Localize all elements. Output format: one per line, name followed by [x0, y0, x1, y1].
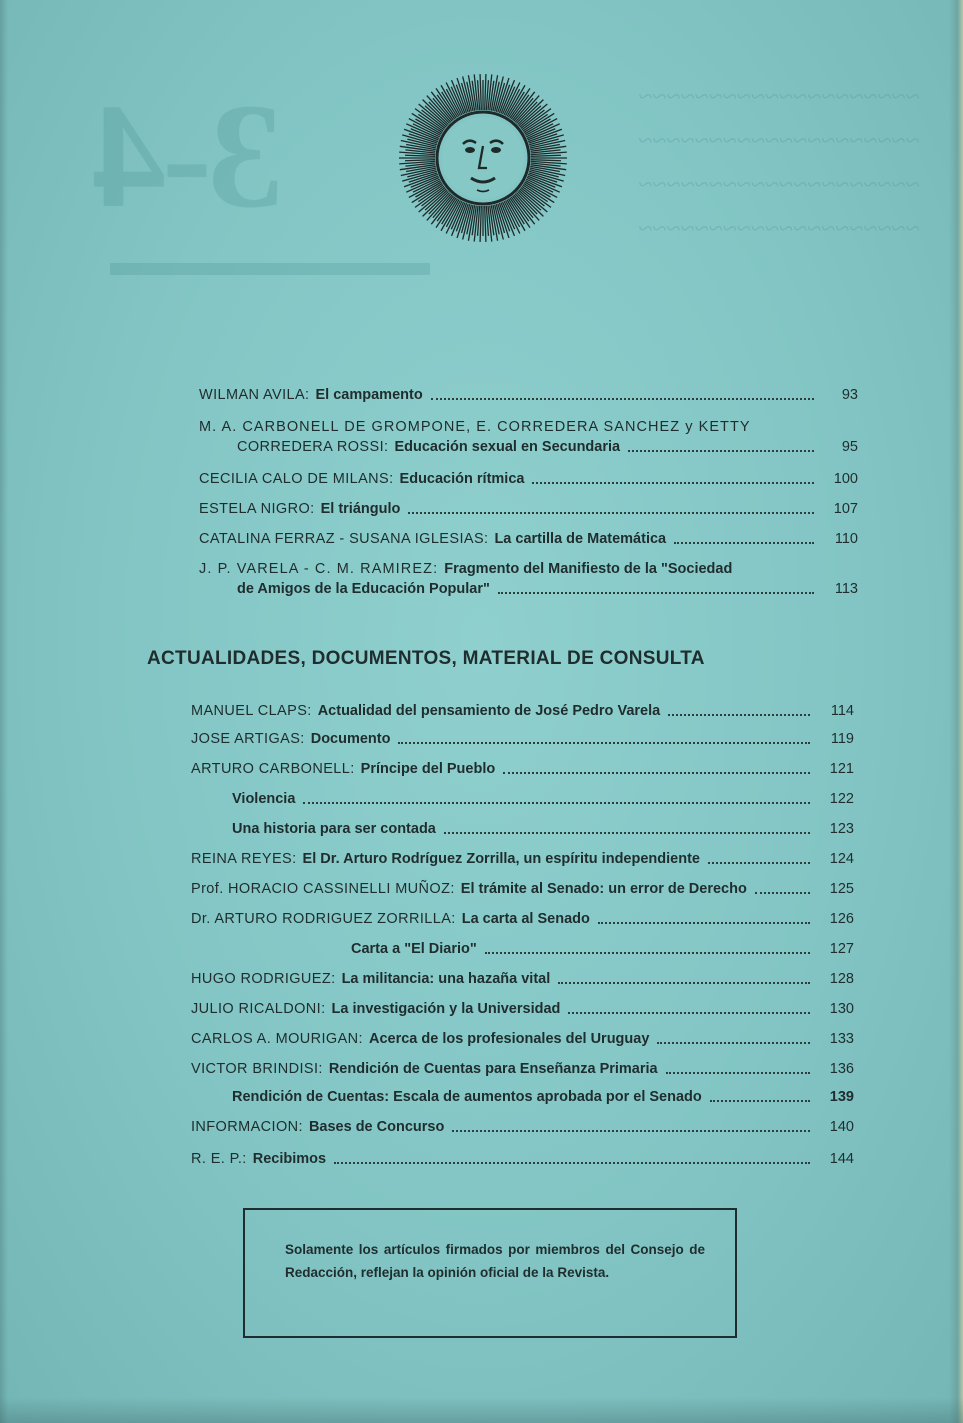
toc-leader-dots: [431, 398, 814, 400]
toc-entry: [232, 1088, 854, 1106]
toc-title: La cartilla de Matemática: [494, 531, 667, 547]
toc-author: CECILIA CALO DE MILANS:: [199, 471, 394, 487]
toc-author: JOSE ARTIGAS:: [191, 731, 305, 747]
toc-title: El trámite al Senado: un error de Derecho: [460, 881, 747, 897]
toc-page-number: 95: [841, 439, 858, 455]
toc-page-number: 127: [829, 941, 854, 957]
toc-leader-dots: [532, 482, 814, 484]
toc-entry: [191, 1150, 854, 1168]
toc-entry: [191, 880, 854, 898]
toc-author: Dr. ARTURO RODRIGUEZ ZORRILLA:: [191, 911, 456, 927]
toc-leader-dots: [755, 892, 810, 894]
toc-leader-dots: [657, 1042, 810, 1044]
toc-leader-dots: [408, 512, 814, 514]
toc-title: Fragmento del Manifiesto de la "Sociedad: [444, 561, 733, 577]
toc-leader-dots: [444, 832, 810, 834]
toc-entry: [191, 1000, 854, 1018]
toc-page-number: 128: [829, 971, 854, 987]
sun-ray: [405, 155, 435, 156]
toc-page-number: 139: [829, 1089, 854, 1105]
toc-title: El triángulo: [320, 501, 401, 517]
toc-entry: [237, 438, 858, 456]
toc-page-number: 144: [829, 1151, 854, 1167]
toc-author: Prof. HORACIO CASSINELLI MUÑOZ:: [191, 881, 455, 897]
toc-entry: [191, 910, 854, 928]
toc-title: El campamento: [315, 387, 423, 403]
toc-title: Recibimos: [252, 1151, 327, 1167]
toc-leader-dots: [674, 542, 814, 544]
toc-page-number: 110: [834, 531, 858, 547]
sun-face-logo: [397, 72, 569, 244]
toc-author: ESTELA NIGRO:: [199, 501, 315, 517]
toc-entry: [199, 470, 858, 488]
toc-title: Rendición de Cuentas para Enseñanza Primaria: [328, 1061, 658, 1077]
toc-leader-dots: [452, 1130, 810, 1132]
toc-page-number: 136: [829, 1061, 854, 1077]
toc-leader-dots: [485, 952, 810, 954]
toc-title: Actualidad del pensamiento de José Pedro Varela: [317, 703, 661, 719]
page-edge-bottom: [0, 1397, 963, 1423]
toc-title: Educación sexual en Secundaria: [394, 439, 621, 455]
toc-page-number: 107: [833, 501, 858, 517]
page-edge-left: [0, 0, 8, 1423]
toc-author: M. A. CARBONELL DE GROMPONE, E. CORREDERA SANCHEZ y KETTY: [199, 419, 751, 435]
toc-entry: [232, 820, 854, 838]
toc-title: El Dr. Arturo Rodríguez Zorrilla, un espíritu independiente: [302, 851, 700, 867]
toc-entry: [199, 500, 858, 518]
toc-page-number: 113: [834, 581, 858, 597]
toc-author: INFORMACION:: [191, 1119, 303, 1135]
bleed-through-heading: ▬▬▬▬▬▬▬▬: [110, 240, 430, 284]
toc-title: Príncipe del Pueblo: [360, 761, 496, 777]
toc-title: Documento: [310, 731, 391, 747]
toc-author: REINA REYES:: [191, 851, 297, 867]
editorial-notice-box: [243, 1208, 737, 1338]
toc-entry: [232, 790, 854, 808]
toc-title: Bases de Concurso: [308, 1119, 445, 1135]
sun-ray: [531, 155, 561, 156]
toc-page-number: 122: [829, 791, 854, 807]
toc-entry: [191, 760, 854, 778]
toc-author: R. E. P.:: [191, 1151, 247, 1167]
toc-title: Acerca de los profesionales del Uruguay: [368, 1031, 650, 1047]
sun-ray: [531, 160, 561, 161]
toc-leader-dots: [398, 742, 810, 744]
toc-page-number: 93: [841, 387, 858, 403]
toc-page-number: 100: [833, 471, 858, 487]
toc-page-number: 119: [830, 731, 854, 747]
toc-author: ARTURO CARBONELL:: [191, 761, 355, 777]
toc-page-number: 126: [829, 911, 854, 927]
toc-entry: [191, 702, 854, 720]
sun-ray: [405, 160, 435, 161]
toc-author: HUGO RODRIGUEZ:: [191, 971, 336, 987]
toc-leader-dots: [568, 1012, 810, 1014]
toc-entry-continuation: [237, 580, 858, 598]
toc-author: J. P. VARELA - C. M. RAMIREZ:: [199, 561, 439, 577]
toc-title: de Amigos de la Educación Popular": [237, 581, 490, 597]
toc-entry: [199, 530, 858, 548]
toc-leader-dots: [558, 982, 810, 984]
toc-leader-dots: [598, 922, 810, 924]
toc-author: JULIO RICALDONI:: [191, 1001, 326, 1017]
toc-page-number: 130: [829, 1001, 854, 1017]
toc-author: WILMAN AVILA:: [199, 387, 310, 403]
toc-leader-dots: [668, 714, 810, 716]
toc-entry: [351, 940, 854, 958]
sun-ray: [485, 206, 486, 242]
toc-title: Educación rítmica: [399, 471, 525, 487]
toc-entry: [191, 970, 854, 988]
toc-entry: [191, 1060, 854, 1078]
toc-page-number: 123: [829, 821, 854, 837]
toc-leader-dots: [503, 772, 810, 774]
toc-entry: [191, 1118, 854, 1136]
toc-entry: [199, 560, 808, 578]
toc-leader-dots: [334, 1162, 810, 1164]
toc-leader-dots: [666, 1072, 810, 1074]
toc-leader-dots: [303, 802, 810, 804]
editorial-notice-text: Solamente los artículos firmados por miembros del Consejo de Redacción, reflejan la opinión oficial de la Revista.: [285, 1242, 705, 1280]
toc-author: CORREDERA ROSSI:: [237, 439, 389, 455]
sun-ray: [480, 74, 481, 110]
toc-page-number: 121: [829, 761, 854, 777]
sun-ray: [485, 74, 486, 110]
toc-leader-dots: [628, 450, 814, 452]
toc-leader-dots: [708, 862, 810, 864]
toc-entry: [191, 850, 854, 868]
bleed-through-cover-numeral: 3-4: [95, 73, 283, 239]
toc-author: VICTOR BRINDISI:: [191, 1061, 323, 1077]
toc-page-number: 125: [829, 881, 854, 897]
toc-title: Rendición de Cuentas: Escala de aumentos aprobada por el Senado: [232, 1089, 702, 1105]
toc-title: La militancia: una hazaña vital: [341, 971, 551, 987]
toc-entry: [199, 418, 810, 436]
toc-page-number: 140: [829, 1119, 854, 1135]
toc-leader-dots: [498, 592, 814, 594]
toc-title: Una historia para ser contada: [232, 821, 436, 837]
toc-entry: [191, 730, 854, 748]
bleed-through-script-text: ~~~~~~~~~~~~~~~~~~~~ ~~~~~~~~~~~~~~~~~~~~ ~~~~~~~~~~~~~~~~~~~~ ~~~~~~~~~~~~~~~~~~~~: [638, 82, 920, 243]
toc-author: CATALINA FERRAZ - SUSANA IGLESIAS:: [199, 531, 489, 547]
section-heading: ACTUALIDADES, DOCUMENTOS, MATERIAL DE CONSULTA: [147, 648, 705, 669]
toc-title: Carta a "El Diario": [351, 941, 477, 957]
toc-author: MANUEL CLAPS:: [191, 703, 312, 719]
toc-entry: [191, 1030, 854, 1048]
toc-entry: [199, 386, 858, 404]
toc-author: CARLOS A. MOURIGAN:: [191, 1031, 363, 1047]
toc-title: La investigación y la Universidad: [331, 1001, 561, 1017]
toc-page-number: 114: [830, 703, 854, 719]
toc-page-number: 133: [829, 1031, 854, 1047]
sun-ray: [480, 206, 481, 242]
toc-leader-dots: [710, 1100, 810, 1102]
toc-title: La carta al Senado: [461, 911, 590, 927]
page-edge-right: [949, 0, 963, 1423]
toc-page-number: 124: [829, 851, 854, 867]
toc-title: Violencia: [232, 791, 296, 807]
